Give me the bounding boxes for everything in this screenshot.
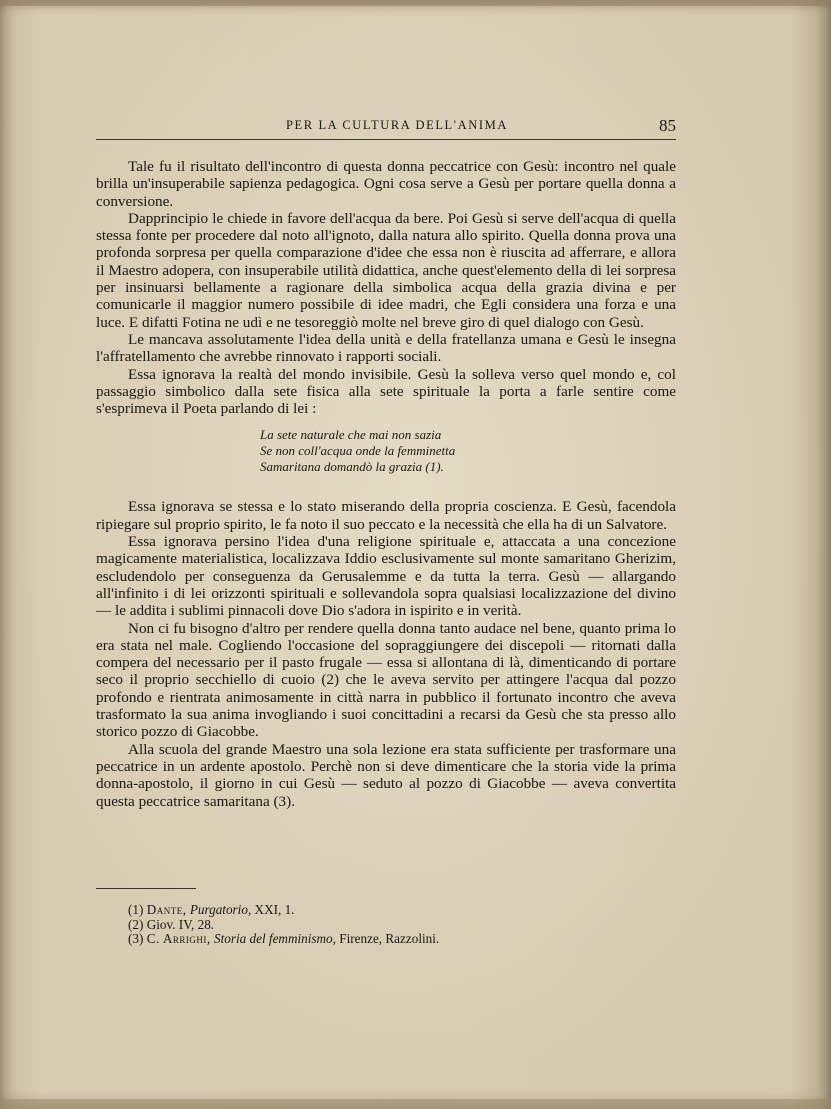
footnote-3-rest: Firenze, Razzolini.: [339, 931, 440, 946]
footnote-1-title: Purgatorio,: [189, 902, 252, 917]
footnote-3-title: Storia del femminismo,: [213, 931, 336, 946]
running-head: [96, 116, 676, 138]
footnote-2: [128, 918, 648, 933]
verse-line-1: La sete naturale che mai non sazia: [260, 427, 442, 443]
paragraph-3: Le mancava assolutamente l'idea della unità e della fratellanza umana e Gesù le insegna l'affratellamento che avrebbe rinnovato i rapporti sociali.: [96, 330, 676, 366]
footnote-1-author: Dante,: [146, 902, 187, 917]
paragraph-4: Essa ignorava la realtà del mondo invisibile. Gesù la solleva verso quel mondo e, col passaggio simbolico dalla sete fisica alla sete spirituale la porta a farle sentire come s'esprimeva il Poeta parlando di lei :: [96, 365, 676, 418]
footnote-2-mark: (2): [128, 916, 144, 932]
footnote-1-rest: XXI, 1.: [254, 902, 295, 917]
paragraph-7: Non ci fu bisogno d'altro per rendere quella donna tanto audace nel bene, quanto prima lo era stata nel male. Cogliendo l'occasione del sopraggiungere dei discepoli — ritornati dalla compera del necessario per il pasto frugale — essa si allontana di là, dimenticando di portare seco il proprio secchiello di cuoio (2) che le aveva servito per attingere l'acqua dal pozzo profondo e rientrata animosamente in città narra in pubblico il fortunato incontro che aveva trasformato la sua anima invogliando i suoi concittadini a recarsi da Gesù che sta presso allo storico pozzo di Giacobbe.: [96, 619, 676, 741]
paragraph-1: Tale fu il risultato dell'incontro di questa donna peccatrice con Gesù: incontro nel quale brilla un'insuperabile sapienza pedagogica. Ogni cosa serve a Gesù per portare quella donna a conversione.: [96, 158, 676, 210]
page-number: 85: [659, 116, 676, 135]
quote-spacer: [96, 485, 676, 498]
verse-line-3: Samaritana domandò la grazia (1).: [260, 459, 444, 475]
paragraph-2: Dapprincipio le chiede in favore dell'acqua da bere. Poi Gesù si serve dell'acqua di quella stessa fonte per procedere dal noto all'ignoto, dalla natura allo spirito. Quella donna prova una profonda sorpresa per quella comparazione d'idee che essa non è riuscita ad afferrare, e allora il Maestro adopera, con insuperabile utilità didattica, anche quest'elemento della di lei sorpresa per insinuarsi bellamente a ragionare della simbolica acqua della grazia divina e per comunicarle il maggior numero possibile di idee madri, che Egli considera una forza e una luce. E difatti Fotina ne udì e ne tesoreggiò molte nel breve giro di quel dialogo con Gesù.: [96, 209, 676, 331]
verse-quotation: [260, 427, 676, 475]
footnotes: [128, 903, 648, 947]
paragraph-6: Essa ignorava persino l'idea d'una religione spirituale e, attaccata a una concezione magicamente materialistica, localizzava Iddio esclusivamente sul monte samaritano Gherizim, escludendolo per conseguenza da Gerusalemme e da tutta la terra. Gesù — allargando all'infinito i di lei orizzonti spirituali e sollevandola sopra qualsiasi localizzazione del divino — le addita i sublimi pinnacoli dove Dio s'adora in ispirito e in verità.: [96, 533, 676, 620]
footnote-1: [128, 903, 648, 918]
paragraph-8: Alla scuola del grande Maestro una sola lezione era stata sufficiente per trasformare una peccatrice in un ardente apostolo. Perchè non si deve dimenticare che la storia vide la prima donna-apostolo, il giorno in cui Gesù — seduto al pozzo di Giacobbe — aveva convertita questa peccatrice samaritana (3).: [96, 740, 676, 810]
paragraph-5: Essa ignorava se stessa e lo stato miserando della propria coscienza. E Gesù, facendola ripiegare sul proprio spirito, le fa noto il suo peccato e la necessità che ella ha di un Salvatore.: [96, 498, 676, 533]
header-rule: [96, 139, 676, 140]
footnote-3: [128, 932, 648, 947]
verse-line-2: Se non coll'acqua onde la femminetta: [260, 443, 456, 459]
footnote-3-author: C. Arrighi,: [146, 931, 211, 946]
page-top-edge: [0, 0, 831, 6]
footnote-3-mark: (3): [128, 931, 144, 946]
footnote-1-mark: (1): [128, 902, 144, 917]
running-title: PER LA CULTURA DELL'ANIMA: [286, 118, 509, 132]
footnote-2-text: Giov. IV, 28.: [146, 916, 215, 932]
body-text: [96, 158, 676, 810]
footnote-rule: [96, 888, 196, 889]
page-bottom-edge: [0, 1099, 831, 1109]
